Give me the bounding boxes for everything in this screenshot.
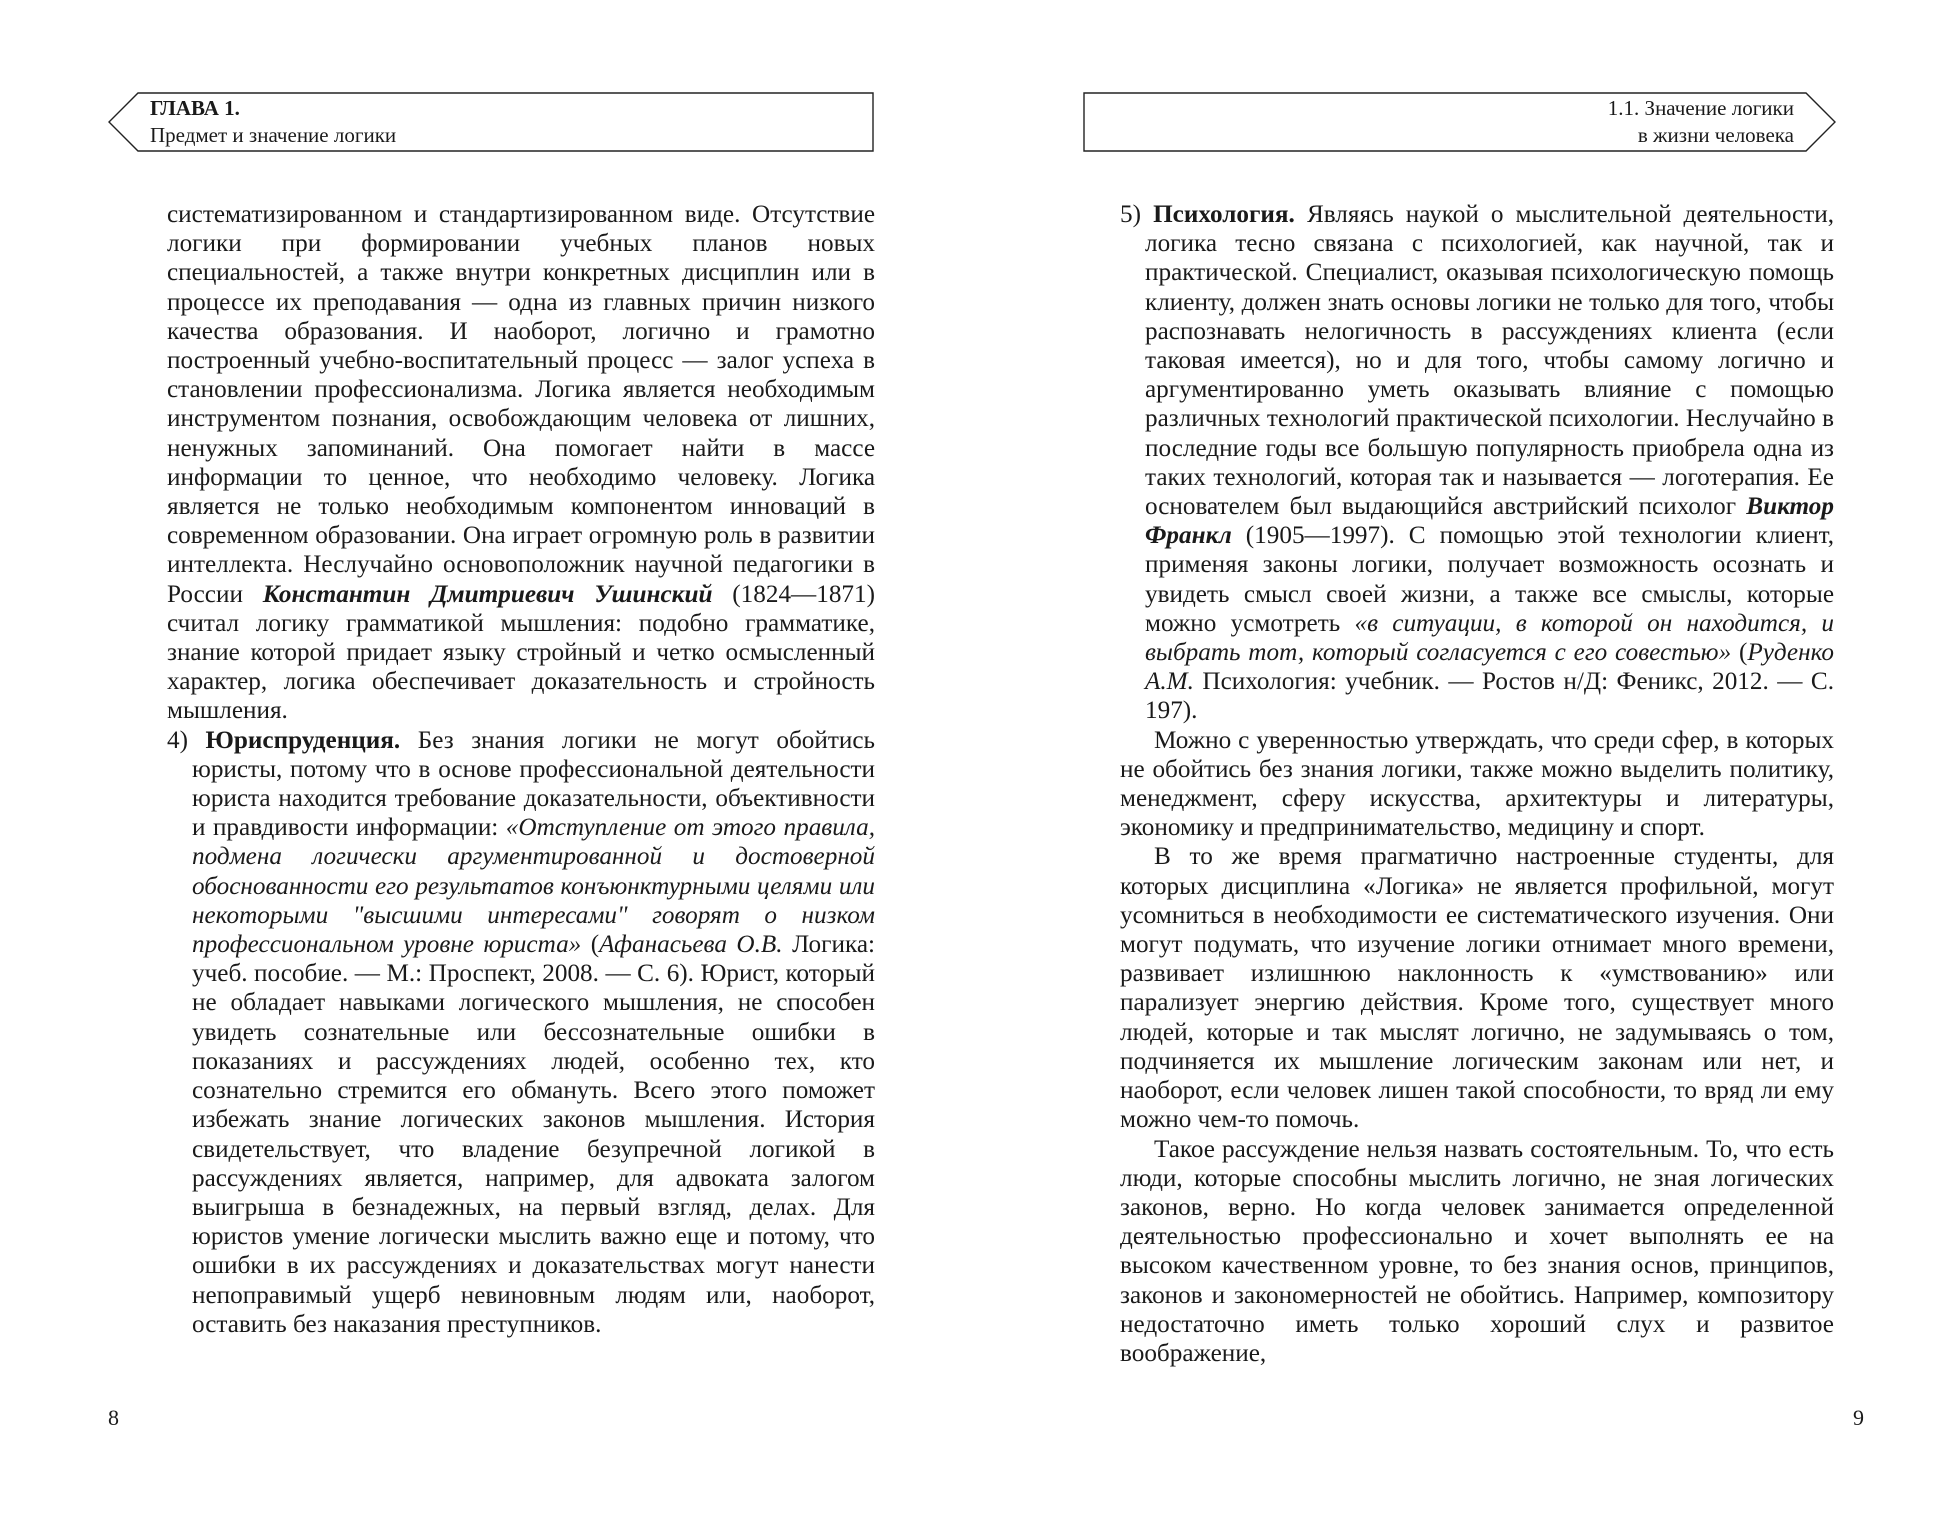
person-name: Виктор Франкл — [1145, 493, 1834, 550]
quote: «Отступление от этого правила, подмена логически аргументированной и достоверной обоснованности его результатов конъюнктурными целями или некоторыми "высшими интересами" говорят о низком профессиональном уровне юриста» — [192, 814, 875, 959]
right-header-text — [1608, 95, 1794, 149]
paragraph: В то же время прагматично настроенные студенты, для которых дисциплина «Логика» не является профильной, могут усомниться в необходимости ее систематического изучения. Они могут подумать, что изучение логики отнимает много времени, развивает излишнюю наклонность к «умствованию» или парализует энергию действия. Кроме того, существует много людей, которые и так мыслят логично, не задумываясь о том, подчиняется их мышление логическим законам или нет, и наоборот, если человек лишен такой способности, то вряд ли ему можно чем-то помочь. — [1120, 843, 1834, 1134]
right-text-column — [1120, 200, 1834, 1368]
chapter-label: ГЛАВА 1. — [150, 96, 240, 120]
right-running-header — [1083, 92, 1836, 152]
paragraph: Можно с уверенностью утверждать, что среди сфер, в которых не обойтись без знания логики, также можно выделить политику, менеджмент, сферу искусства, архитектуры и литературы, экономику и предпринимательство, медицину и спорт. — [1120, 726, 1834, 842]
right-page — [973, 0, 1946, 1520]
reference-author: Афанасьева О.В. — [599, 931, 783, 959]
left-text-column — [167, 200, 875, 1339]
list-item-5: 5) Психология. Являясь наукой о мыслительной деятельности, логика тесно связана с психологией, как научной, так и практической. Специалист, оказывая психологическую помощь клиенту, должен знать основы логики не только для того, чтобы распознавать нелогичность в рассуждениях клиента (если таковая имеется), но и для того, чтобы самому логично и аргументированно уметь оказывать влияние с помощью различных технологий практической психологии. Неслучайно в последние годы все большую популярность приобрела одна из таких технологий, которая так и называется — логотерапия. Ее основателем был выдающийся австрийский психолог Виктор Франкл (1905—1997). С помощью этой технологии клиент, применяя законы логики, получает возможность осознать и увидеть смысл своей жизни, а также все смыслы, которые можно усмотреть «в ситуации, в которой он находится, и выбрать тот, который согласуется с его совестью» (Руденко А.М. Психология: учебник. — Ростов н/Д: Феникс, 2012. — С. 197). — [1120, 201, 1835, 725]
list-item-heading: Психология. — [1153, 201, 1295, 228]
reference-author: Руденко А.М. — [1145, 639, 1834, 696]
section-title-line1: 1.1. Значение логики — [1607, 96, 1794, 120]
left-running-header — [108, 92, 874, 152]
list-item-heading: Юриспруденция. — [205, 726, 401, 754]
section-title-line2: в жизни человека — [1637, 123, 1794, 147]
left-header-text — [150, 95, 396, 149]
quote: «в ситуации, в которой он находится, и выбрать тот, который согласуется с его совестью» — [1145, 609, 1834, 667]
person-name: Константин Дмитриевич Ушинский — [262, 580, 713, 608]
chapter-title: Предмет и значение логики — [150, 123, 397, 147]
list-item-4: 4) Юриспруденция. Без знания логики не могут обойтись юристы, потому что в основе профессиональной деятельности юриста находится требование доказательности, объективности и правдивости информации: «Отступление от этого правила, подмена логически аргументированной и достоверной обоснованности его результатов конъюнктурными целями или некоторыми "высшими интересами" говорят о низком профессиональном уровне юриста» (Афанасьева О.В. Логика: учеб. пособие. — М.: Проспект, 2008. — С. 6). Юрист, который не обладает навыками логического мышления, не способен увидеть сознательные или бессознательные ошибки в показаниях и рассуждениях людей, особенно тех, кто сознательно стремится его обмануть. Всего этого поможет избежать знание логических законов мышления. История свидетельствует, что владение безупречной логикой в рассуждениях является, например, для адвоката залогом выигрыша в безнадежных, на первый взгляд, делах. Для юристов умение логически мыслить важно еще и потому, что ошибки в их рассуждениях и доказательствах могут нанести непоправимый ущерб невиновным людям или, наоборот, оставить без наказания преступников. — [167, 726, 876, 1338]
page-number: 9 — [1853, 1405, 1864, 1430]
paragraph: систематизированном и стандартизированном виде. Отсутствие логики при формировании учебных планов новых специальностей, а также внутри конкретных дисциплин или в процессе их преподавания — одна из главных причин низкого качества образования. И наоборот, логично и грамотно построенный учебно-воспитательный процесс — залог успеха в становлении профессионализма. Логика является необходимым инструментом познания, освобождающим человека от лишних, ненужных запоминаний. Она помогает найти в массе информации то ценное, что необходимо человеку. Логика является не только необходимым компонентом инноваций в современном образовании. Она играет огромную роль в развитии интеллекта. Неслучайно основоположник научной педагогики в России Константин Дмитриевич Ушинский (1824—1871) считал логику грамматикой мышления: подобно грамматике, знание которой придает языку стройный и четко осмысленный характер, логика обеспечивает доказательность и стройность мышления. — [167, 201, 875, 725]
page-number: 8 — [108, 1405, 119, 1430]
paragraph: Такое рассуждение нельзя назвать состоятельным. То, что есть люди, которые способны мыслить логично, не зная логических законов, верно. Но когда человек занимается определенной деятельностью профессионально и хочет выполнять ее на высоком качественном уровне, то без знания основ, принципов, законов и закономерностей не обойтись. Например, композитору недостаточно иметь только хороший слух и развитое воображение, — [1120, 1135, 1834, 1367]
